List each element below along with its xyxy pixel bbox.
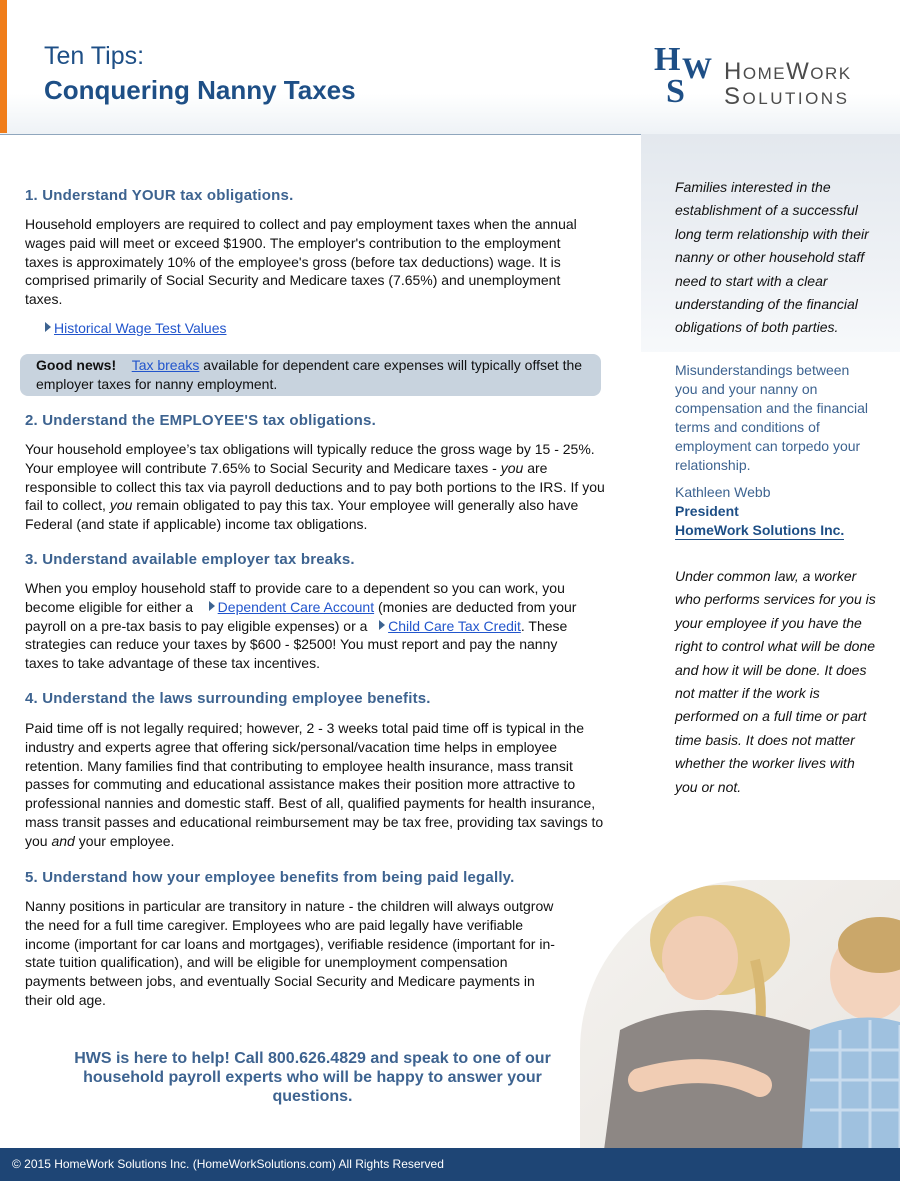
section-4-text-b: your employee.	[74, 832, 175, 849]
section-4-text-a: Paid time off is not legally required; however, 2 - 3 weeks total paid time off is typical in the industry and experts agree that offering sick/personal/vacation time helps in employee retention. Many families find that contributing to employee health insurance, mass transit passes for commuting and educational assistance makes their position more attractive to professional nannies and domestic staff. Best of all, qualified payments for health insurance, mass transit passes and educational reimbursement may be tax free, providing tax savings to you	[25, 720, 604, 849]
sidebar-divider	[641, 352, 900, 354]
section-2-body	[25, 440, 605, 534]
section-3-text-c: . These strategies can reduce your taxes by $600 - $2500! You must report and pay the nanny taxes to take advantage of these tax incentives.	[25, 617, 568, 672]
section-4-heading: 4. Understand the laws surrounding employee benefits.	[25, 690, 431, 707]
signature-name: Kathleen Webb	[675, 484, 771, 500]
logo-text-solutions: SOLUTIONS	[724, 83, 850, 110]
section-3-text-a: When you employ household staff to provide care to a dependent so you can work, you become eligible for either a	[25, 580, 565, 615]
good-news-text	[36, 356, 596, 394]
good-news-label: Good news!	[36, 357, 117, 373]
section-1-body: Household employers are required to collect and pay employment taxes when the annual wages paid will meet or exceed $1900. The employer's contribution to the employment taxes is approximately 10% of the employee's gross (before tax deductions) wage. It is comprised primarily of Social Security and Medicare taxes (7.65%) and unemployment taxes.	[25, 216, 577, 308]
arrow-right-icon	[209, 601, 215, 611]
signature-company: HomeWork Solutions Inc.	[675, 522, 845, 538]
logo-text-homework: HOMEWORK	[724, 58, 852, 85]
section-2-heading: 2. Understand the EMPLOYEE'S tax obligations.	[25, 412, 376, 429]
section-3-heading: 3. Understand available employer tax breaks.	[25, 551, 355, 568]
hsw-logo-mark	[652, 40, 718, 106]
section-4-em-and: and	[51, 832, 75, 849]
section-4-body	[25, 719, 605, 851]
svg-text:S: S	[666, 73, 685, 106]
sidebar-quote-misunderstandings: Misunderstandings between you and your nanny on compensation and the financial terms and conditions of employment can torpedo your relationship.	[675, 362, 869, 473]
child-care-tax-credit-link[interactable]: Child Care Tax Credit	[388, 617, 521, 634]
page-title-line1: Ten Tips:	[44, 42, 145, 70]
section-5-heading: 5. Understand how your employee benefits from being paid legally.	[25, 869, 515, 886]
section-3-text-b: (monies are deducted from your payroll on a pre-tax basis to pay eligible expenses) or a	[25, 598, 577, 634]
section-5-body: Nanny positions in particular are transitory in nature - the children will always outgrow the need for a full time caregiver. Employees who are paid legally have verifiable income (important for car loans and mortgages), verifiable residence (important for in-state tuition qualification), and will be eligible for unemployment compensation payments between jobs, and eventually Social Security and Medicare payments in their old age.	[25, 898, 555, 1008]
good-news-body: available for dependent care expenses will typically offset the employer taxes for nanny employment.	[36, 357, 583, 392]
page-title-line2: Conquering Nanny Taxes	[44, 75, 356, 105]
svg-text:H: H	[654, 41, 681, 78]
section-2-text-b: are responsible to collect this tax via payroll deductions and to pay both portions to the IRS. If you fail to collect,	[25, 459, 605, 514]
accent-bar	[0, 0, 7, 133]
section-3-body	[25, 579, 585, 673]
section-2-em-you-2: you	[109, 497, 133, 514]
nanny-and-child-photo	[580, 880, 900, 1180]
section-1-heading: 1. Understand YOUR tax obligations.	[25, 187, 294, 204]
footer-copyright: © 2015 HomeWork Solutions Inc. (HomeWorkSolutions.com) All Rights Reserved	[12, 1157, 444, 1171]
arrow-right-icon	[379, 620, 385, 630]
section-2-text-c: remain obligated to pay this tax. Your employee will generally also have Federal (and state if applicable) income tax obligations.	[25, 497, 579, 533]
arrow-right-icon	[45, 322, 51, 332]
dependent-care-account-link[interactable]: Dependent Care Account	[217, 598, 375, 615]
signature-title: President	[675, 503, 739, 519]
company-logo	[652, 40, 867, 110]
photo-illustration	[580, 880, 900, 1180]
svg-text:W: W	[682, 52, 712, 85]
section-2-text-a: Your household employee’s tax obligations will typically reduce the gross wage by 15 - 25%. Your employee will contribute 7.65% to Social Security and Medicare taxes -	[25, 441, 595, 476]
sidebar-quote-families: Families interested in the establishment of a successful long term relationship with their nanny or other household staff need to start with a clear understanding of the financial obligations of both parties.	[675, 179, 869, 336]
tax-breaks-link[interactable]: Tax breaks	[131, 357, 200, 373]
section-2-em-you: you	[500, 459, 524, 476]
call-to-action: HWS is here to help! Call 800.626.4829 and speak to one of our household payroll experts who will be happy to answer your questions.	[74, 1050, 551, 1105]
historical-wage-link-row	[45, 319, 625, 338]
sidebar-quote-common-law: Under common law, a worker who performs services for you is your employee if you have the right to control what will be done and how it will be done. It does not matter if the work is performed on a full time or part time basis. It does not matter whether the worker lives with you or not.	[675, 568, 876, 795]
historical-wage-test-link[interactable]: Historical Wage Test Values	[54, 320, 227, 336]
